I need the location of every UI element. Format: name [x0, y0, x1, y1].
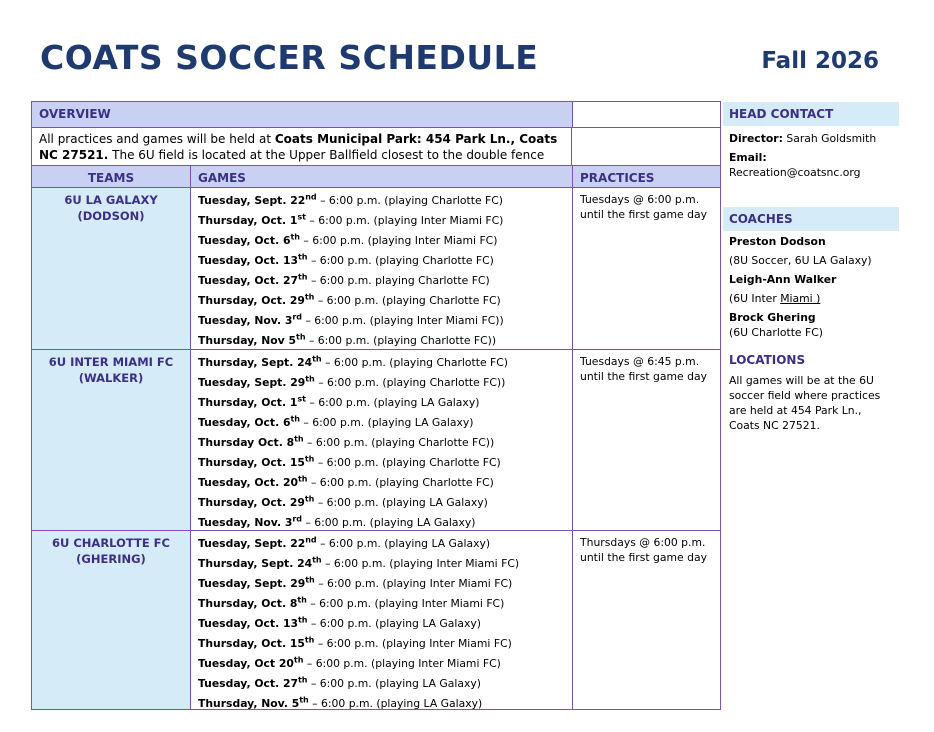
schedule-table [31, 101, 721, 710]
team-row [32, 530, 720, 709]
column-header-practices: PRACTICES [573, 165, 720, 188]
director-label: Director: [729, 132, 783, 145]
coach-name-text: Leigh-Ann Walker [729, 273, 837, 286]
overview-text [32, 128, 572, 165]
game-detail: 6:00 p.m. (playing LA Galaxy) [328, 537, 491, 550]
game-separator: – [314, 456, 327, 469]
coach-team: (8U Soccer, 6U LA Galaxy) [729, 254, 872, 267]
game-date: Tuesday, Oct. 6 [198, 234, 291, 247]
overview-header: OVERVIEW [32, 102, 573, 128]
game-separator: – [308, 697, 322, 710]
date-suffix: th [293, 655, 304, 665]
game-item [198, 211, 572, 231]
game-item [198, 373, 572, 393]
date-suffix: th [297, 272, 308, 282]
date-suffix: rd [292, 514, 303, 524]
game-item [198, 493, 572, 513]
game-item [198, 574, 572, 594]
game-separator: – [305, 334, 318, 347]
game-date: Thursday, Nov. 5 [198, 697, 300, 710]
game-detail: 6:00 p.m. (playing Inter Miami FC) [326, 637, 512, 650]
game-date: Tuesday, Sept. 29 [198, 577, 306, 590]
game-date-wrap [198, 254, 308, 267]
coach-team [729, 291, 894, 306]
coaches-header: COACHES [723, 207, 899, 231]
game-date: Tuesday, Nov. 3 [198, 314, 293, 327]
game-detail: 6:00 p.m. (playing Inter Miami FC) [327, 577, 513, 590]
game-item [198, 594, 572, 614]
game-date-wrap [198, 436, 304, 449]
game-date: Thursday, Oct. 29 [198, 496, 305, 509]
game-separator: – [314, 294, 327, 307]
games-cell [191, 188, 573, 349]
game-date-wrap [198, 637, 314, 650]
head-contact-header: HEAD CONTACT [723, 102, 899, 126]
game-date-wrap [198, 657, 303, 670]
coach-team: (6U Charlotte FC) [729, 326, 823, 339]
game-date-wrap [198, 597, 307, 610]
games-cell [191, 350, 573, 530]
game-date: Tuesday, Oct. 6 [198, 416, 291, 429]
date-suffix: th [294, 434, 304, 444]
game-detail: 6:00 p.m. (playing Charlotte FC) [328, 194, 504, 207]
game-date: Tuesday, Oct. 20 [198, 476, 298, 489]
column-header-teams: TEAMS [32, 165, 191, 188]
game-date: Tuesday, Oct 20 [198, 657, 294, 670]
team-name-cell [32, 350, 191, 530]
date-suffix: th [297, 252, 308, 262]
game-date-wrap [198, 356, 322, 369]
game-date: Tuesday, Nov. 3 [198, 516, 293, 529]
email-value[interactable]: Recreation@coatsnc.org [729, 166, 861, 179]
overview-text-part: The 6U field is located at the Upper Ballfield closest to the double fence [112, 148, 545, 162]
game-separator: – [321, 356, 334, 369]
game-item [198, 291, 572, 311]
game-date-wrap [198, 456, 314, 469]
game-date-wrap [198, 294, 314, 307]
date-suffix: th [290, 232, 300, 242]
team-coach-name: (WALKER) [78, 371, 144, 385]
game-detail: 6:00 p.m. (playing Charlotte FC) [319, 476, 494, 489]
game-date-wrap [198, 516, 302, 529]
locations-text: All games will be at the 6U soccer field where practices are held at 454 Park Ln., Coats NC 27521. [729, 374, 881, 432]
coach-name [729, 272, 894, 287]
date-suffix: st [297, 394, 306, 404]
game-detail: 6:00 p.m. (playing Inter Miami FC) [319, 597, 505, 610]
team-coach-name: (DODSON) [77, 209, 145, 223]
team-name: 6U CHARLOTTE FC [52, 536, 170, 550]
game-separator: – [305, 396, 319, 409]
season-label: Fall 2026 [761, 48, 879, 74]
game-detail: 6:00 p.m. (playing LA Galaxy) [326, 496, 488, 509]
director-name: Sarah Goldsmith [782, 132, 877, 145]
email-line [729, 150, 894, 180]
game-date-wrap [198, 234, 300, 247]
game-detail: 6:00 p.m. (playing Charlotte FC) [326, 294, 501, 307]
game-detail: 6:00 p.m. (playing Inter Miami FC)) [314, 314, 504, 327]
game-separator: – [307, 617, 320, 630]
team-name-cell [32, 531, 191, 709]
game-separator: – [303, 657, 316, 670]
game-separator: – [316, 194, 329, 207]
game-date: Tuesday, Sept. 22 [198, 194, 306, 207]
game-date: Thursday, Nov 5 [198, 334, 296, 347]
game-date-wrap [198, 476, 308, 489]
game-item [198, 614, 572, 634]
game-detail: 6:00 p.m. (playing Inter Miami FC) [315, 657, 501, 670]
date-suffix: th [290, 414, 300, 424]
game-separator: – [307, 274, 320, 287]
game-detail: 6:00 p.m. (playing Inter Miami FC) [333, 557, 520, 570]
game-detail: 6:00 p.m. (playing LA Galaxy) [321, 697, 483, 710]
game-detail: 6:00 p.m. (playing Charlotte FC) [319, 254, 494, 267]
game-separator: – [314, 496, 327, 509]
date-suffix: th [297, 615, 308, 625]
game-separator: – [314, 577, 328, 590]
team-name-cell [32, 188, 191, 349]
game-item [198, 271, 572, 291]
game-date-wrap [198, 496, 314, 509]
overview-text-part: All practices and games will be held at [39, 132, 275, 146]
coach-team-link[interactable]: Miami ) [780, 292, 821, 305]
date-suffix: th [297, 474, 308, 484]
game-date: Tuesday, Oct. 13 [198, 617, 298, 630]
team-row [32, 349, 720, 530]
coach-name [729, 234, 894, 249]
game-separator: – [300, 234, 313, 247]
game-date: Tuesday, Sept. 22 [198, 537, 306, 550]
game-date-wrap [198, 557, 322, 570]
game-item [198, 433, 572, 453]
game-date: Thursday, Oct. 15 [198, 637, 305, 650]
practice-cell: Thursdays @ 6:00 p.m. until the first game day [580, 536, 707, 564]
game-item [198, 393, 572, 413]
date-suffix: th [304, 635, 315, 645]
date-suffix: th [299, 695, 309, 705]
game-date-wrap [198, 314, 302, 327]
date-suffix: th [312, 354, 322, 364]
game-item [198, 694, 572, 714]
game-date: Thursday, Oct. 15 [198, 456, 305, 469]
team-coach-name: (GHERING) [76, 552, 146, 566]
game-date-wrap [198, 537, 317, 550]
game-separator: – [314, 637, 327, 650]
date-suffix: th [312, 555, 322, 565]
game-separator: – [300, 416, 313, 429]
game-item [198, 331, 572, 351]
game-detail: 6:00 p.m. (playing Charlotte FC) [326, 456, 501, 469]
date-suffix: th [297, 675, 308, 685]
email-label: Email: [729, 151, 767, 164]
game-date-wrap [198, 376, 315, 389]
game-item [198, 353, 572, 373]
game-date-wrap [198, 274, 308, 287]
game-detail: 6:00 p.m. (playing Charlotte FC)) [317, 334, 497, 347]
game-separator: – [314, 376, 328, 389]
game-date: Thursday, Oct. 8 [198, 597, 298, 610]
game-separator: – [307, 677, 320, 690]
game-item [198, 231, 572, 251]
game-item [198, 453, 572, 473]
date-suffix: th [305, 374, 315, 384]
game-date: Tuesday, Oct. 27 [198, 274, 298, 287]
game-detail: 6:00 p.m. (playing LA Galaxy) [312, 416, 474, 429]
date-suffix: rd [292, 312, 303, 322]
coach-name-text: Preston Dodson [729, 235, 826, 248]
game-date: Thursday, Oct. 1 [198, 214, 298, 227]
date-suffix: st [297, 212, 306, 222]
game-detail: 6:00 p.m. (playing Inter Miami FC) [318, 214, 504, 227]
date-suffix: th [297, 595, 307, 605]
game-detail: 6:00 p.m. (playing Inter Miami FC) [312, 234, 498, 247]
team-row [32, 188, 720, 349]
game-date-wrap [198, 334, 306, 347]
game-item [198, 534, 572, 554]
game-item [198, 473, 572, 493]
game-item [198, 674, 572, 694]
date-suffix: nd [305, 535, 317, 545]
locations-header: LOCATIONS [729, 353, 806, 367]
game-date: Thursday, Oct. 29 [198, 294, 305, 307]
game-separator: – [303, 436, 316, 449]
coach-team-text: (6U Inter [729, 292, 781, 305]
game-date-wrap [198, 697, 309, 710]
game-separator: – [302, 314, 315, 327]
game-date: Thursday Oct. 8 [198, 436, 295, 449]
team-name: 6U LA GALAXY [64, 193, 158, 207]
game-separator: – [307, 476, 320, 489]
game-detail: 6:00 p.m. (playing Charlotte FC) [333, 356, 508, 369]
game-separator: – [321, 557, 334, 570]
game-date-wrap [198, 577, 315, 590]
game-date: Thursday, Sept. 24 [198, 356, 313, 369]
page-title: COATS SOCCER SCHEDULE [40, 38, 539, 77]
game-separator: – [305, 214, 319, 227]
date-suffix: nd [305, 192, 317, 202]
overview-header-right [573, 102, 720, 128]
game-date: Thursday, Oct. 1 [198, 396, 298, 409]
game-item [198, 654, 572, 674]
game-item [198, 311, 572, 331]
director-line [729, 131, 894, 146]
game-detail: 6:00 p.m. (playing LA Galaxy) [314, 516, 476, 529]
game-date-wrap [198, 194, 317, 207]
game-detail: 6:00 p.m. (playing Charlotte FC)) [327, 376, 506, 389]
game-item [198, 191, 572, 211]
date-suffix: th [296, 332, 306, 342]
game-detail: 6:00 p.m. (playing LA Galaxy) [319, 617, 481, 630]
overview-location: Coats Municipal Park: 454 Park Ln., Coats NC 27521. [39, 132, 558, 162]
coach-name-text: Brock Ghering [729, 311, 816, 324]
game-date-wrap [198, 677, 308, 690]
practice-cell: Tuesdays @ 6:45 p.m. until the first game day [580, 355, 707, 383]
game-separator: – [307, 254, 320, 267]
game-detail: 6:00 p.m. playing Charlotte FC) [319, 274, 490, 287]
games-cell [191, 531, 573, 709]
game-separator: – [306, 597, 320, 610]
game-date-wrap [198, 416, 300, 429]
game-date: Tuesday, Sept. 29 [198, 376, 306, 389]
game-date-wrap [198, 396, 306, 409]
game-item [198, 413, 572, 433]
game-separator: – [302, 516, 315, 529]
date-suffix: th [304, 494, 315, 504]
game-separator: – [316, 537, 329, 550]
date-suffix: th [305, 575, 315, 585]
overview-right-cell [572, 128, 720, 165]
team-name: 6U INTER MIAMI FC [48, 355, 174, 369]
game-detail: 6:00 p.m. (playing LA Galaxy) [319, 677, 481, 690]
game-detail: 6:00 p.m. (playing Charlotte FC)) [315, 436, 495, 449]
column-header-games: GAMES [191, 165, 573, 188]
game-date: Tuesday, Oct. 13 [198, 254, 298, 267]
game-item [198, 554, 572, 574]
coach-name [729, 310, 894, 325]
game-item [198, 251, 572, 271]
game-date-wrap [198, 214, 306, 227]
game-date: Tuesday, Oct. 27 [198, 677, 298, 690]
practice-cell: Tuesdays @ 6:00 p.m. until the first game day [580, 193, 707, 221]
date-suffix: th [304, 292, 315, 302]
date-suffix: th [304, 454, 315, 464]
game-date-wrap [198, 617, 308, 630]
game-detail: 6:00 p.m. (playing LA Galaxy) [318, 396, 480, 409]
game-date: Thursday, Sept. 24 [198, 557, 313, 570]
game-item [198, 634, 572, 654]
